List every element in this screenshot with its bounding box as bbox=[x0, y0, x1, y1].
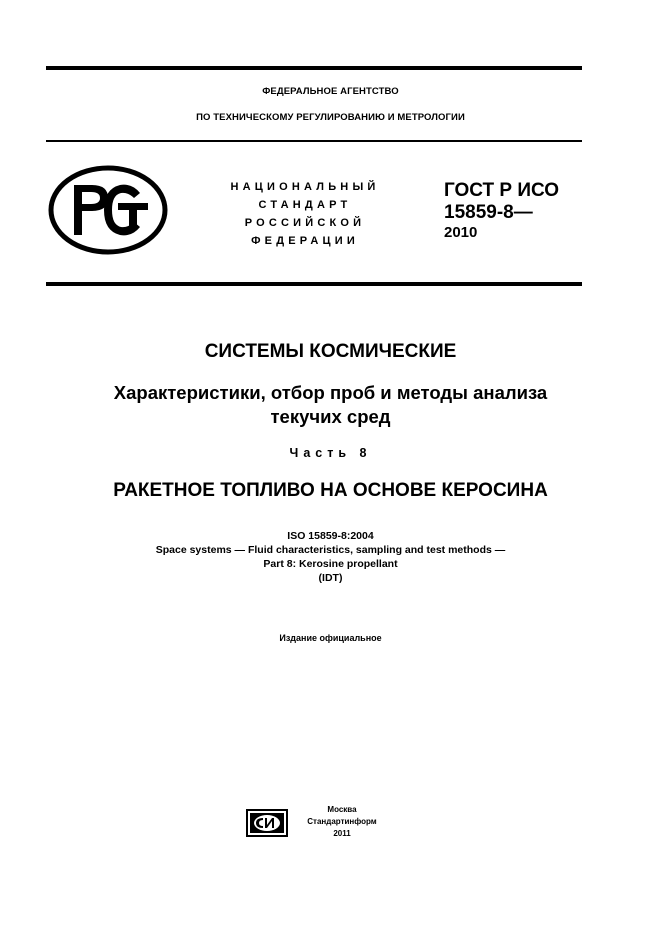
subtitle-line-2: текучих сред bbox=[270, 406, 391, 427]
publisher-logo bbox=[246, 809, 288, 837]
national-standard-label bbox=[215, 178, 395, 250]
gost-year: 2010 bbox=[444, 224, 478, 241]
national-line-1: НАЦИОНАЛЬНЫЙ bbox=[230, 181, 380, 193]
subtitle-line-1: Характеристики, отбор проб и методы анализа bbox=[113, 382, 548, 403]
gost-line-1: ГОСТ Р ИСО bbox=[444, 180, 560, 201]
iso-part: Part 8: Kerosine propellant bbox=[263, 558, 398, 570]
publisher-year: 2011 bbox=[333, 829, 351, 838]
gost-designation bbox=[444, 180, 559, 241]
gost-line-2: 15859-8— bbox=[444, 202, 533, 223]
header-bottom-rule bbox=[46, 282, 582, 286]
part-label: Часть 8 bbox=[289, 446, 372, 460]
part-title: РАКЕТНОЕ ТОПЛИВО НА ОСНОВЕ КЕРОСИНА bbox=[113, 480, 548, 501]
rst-certification-mark-icon bbox=[48, 165, 168, 255]
agency-line-1: ФЕДЕРАЛЬНОЕ АГЕНТСТВО bbox=[262, 86, 399, 97]
rst-logo bbox=[48, 165, 168, 255]
standartinform-logo-icon bbox=[246, 809, 288, 837]
agency-rule bbox=[46, 140, 582, 142]
publisher-name: Стандартинформ bbox=[307, 817, 377, 826]
main-title: СИСТЕМЫ КОСМИЧЕСКИЕ bbox=[204, 341, 457, 362]
iso-number: ISO 15859-8:2004 bbox=[287, 530, 374, 542]
national-line-2: СТАНДАРТ bbox=[258, 199, 352, 211]
national-line-3: РОССИЙСКОЙ bbox=[244, 217, 366, 229]
iso-degree: (IDT) bbox=[318, 572, 343, 584]
publisher-info bbox=[292, 804, 392, 840]
publisher-city: Москва bbox=[327, 805, 357, 814]
edition-label: Издание официальное bbox=[279, 633, 382, 643]
top-rule bbox=[46, 66, 582, 70]
national-line-4: ФЕДЕРАЦИИ bbox=[251, 235, 359, 247]
agency-line-2: ПО ТЕХНИЧЕСКОМУ РЕГУЛИРОВАНИЮ И МЕТРОЛОГИИ bbox=[196, 112, 465, 123]
iso-reference bbox=[0, 529, 661, 585]
iso-title: Space systems — Fluid characteristics, sampling and test methods — bbox=[155, 544, 506, 556]
